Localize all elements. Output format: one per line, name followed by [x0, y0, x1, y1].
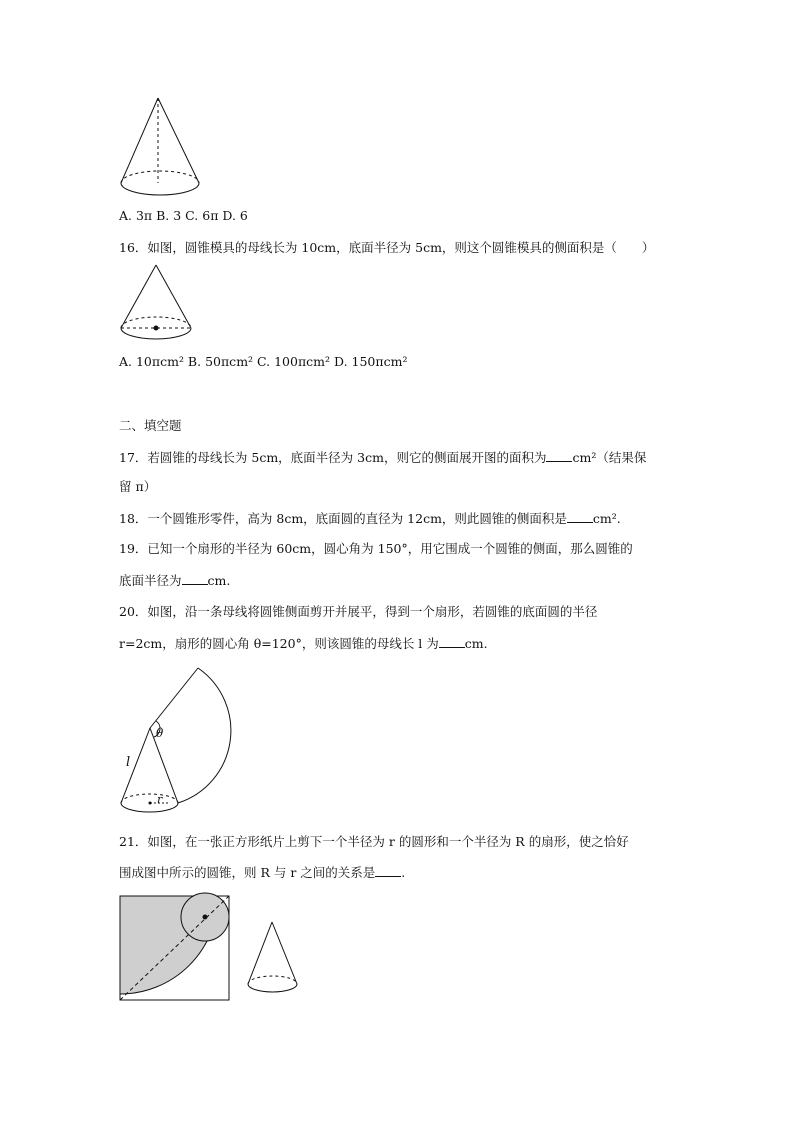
q20-label-theta: θ: [156, 726, 164, 740]
q21-line1: 21．如图，在一张正方形纸片上剪下一个半径为 r 的圆形和一个半径为 R 的扇形，使之恰好: [119, 834, 629, 849]
q17-text-b: cm²（结果保: [572, 450, 647, 465]
q21-answer-blank[interactable]: [375, 864, 401, 877]
q16-options: A. 10πcm² B. 50πcm² C. 100πcm² D. 150πcm²: [119, 354, 408, 369]
q21-text-a: 围成图中所示的圆锥，则 R 与 r 之间的关系是: [119, 865, 376, 880]
q20-label-l: l: [126, 755, 131, 770]
q17-answer-blank[interactable]: [546, 449, 572, 462]
section-title-fill-in: 二、填空题: [119, 418, 182, 433]
q19-text-a: 底面半径为: [119, 573, 182, 588]
q19-answer-blank[interactable]: [182, 572, 208, 585]
q18-text-b: cm².: [592, 511, 621, 526]
q20-line2: [119, 635, 488, 652]
q17-line1: [119, 449, 646, 466]
q19-line2: [119, 572, 230, 589]
q18-text-a: 18．一个圆锥形零件，高为 8cm，底面圆的直径为 12cm，则此圆锥的侧面积是: [119, 511, 567, 526]
q17-text-a: 17．若圆锥的母线长为 5cm，底面半径为 3cm，则它的侧面展开图的面积为: [119, 450, 547, 465]
q20-line1: 20．如图，沿一条母线将圆锥侧面剪开并展平，得到一个扇形，若圆锥的底面圆的半径: [119, 604, 598, 619]
q20-answer-blank[interactable]: [439, 635, 465, 648]
q20-label-r: r: [157, 793, 163, 806]
q19-text-b: cm.: [207, 573, 231, 588]
q19-line1: 19．已知一个扇形的半径为 60cm，圆心角为 150°，用它围成一个圆锥的侧面，那么圆锥的: [119, 541, 633, 556]
q21-line2: [119, 864, 405, 881]
q21-text-b: .: [401, 865, 406, 880]
q18-line: [119, 510, 621, 527]
q20-text-b: cm.: [464, 636, 488, 651]
q18-answer-blank[interactable]: [567, 510, 593, 523]
q20-text-a: r=2cm，扇形的圆心角 θ=120°，则该圆锥的母线长 l 为: [119, 636, 439, 651]
q15-options: A. 3π B. 3 C. 6π D. 6: [119, 208, 248, 223]
q16-stem: 16．如图，圆锥模具的母线长为 10cm，底面半径为 5cm，则这个圆锥模具的侧面积是（ ）: [119, 240, 655, 255]
q17-line2: 留 π）: [119, 479, 157, 494]
